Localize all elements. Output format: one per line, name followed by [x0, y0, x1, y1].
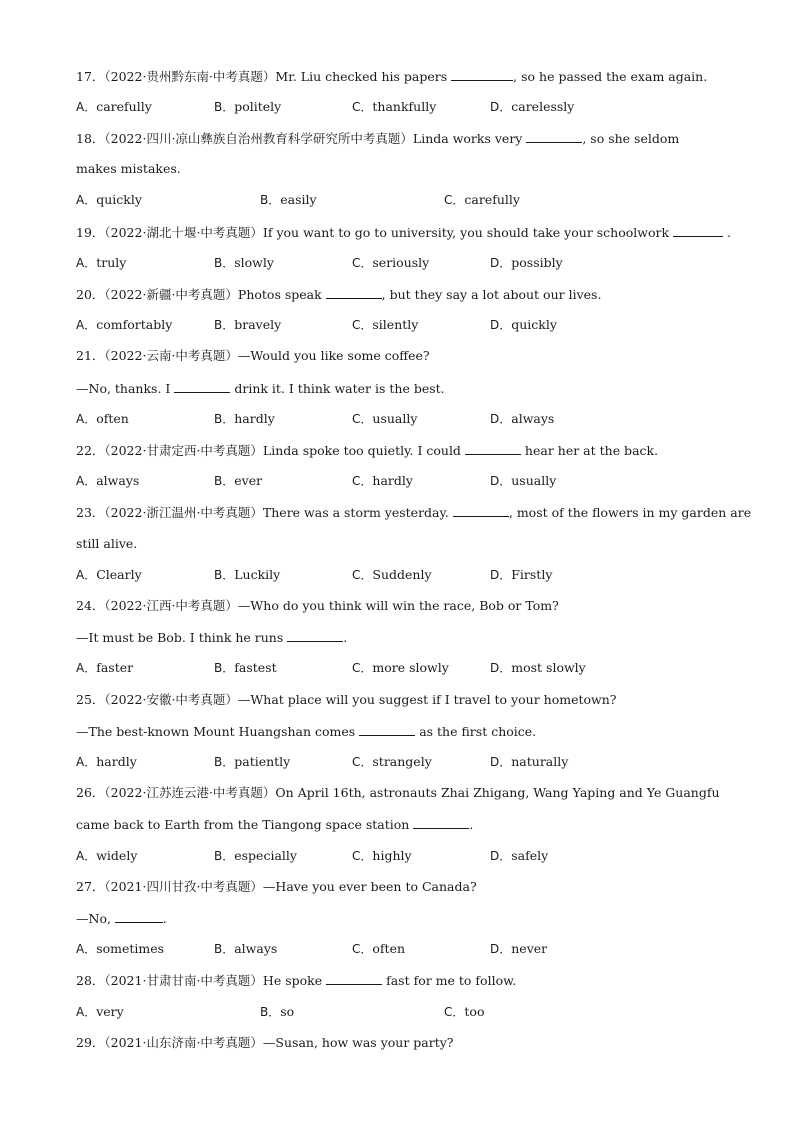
question-28: 28．（2021·甘肃甘南·中考真题）He spoke fast for me to follow. — [76, 973, 517, 988]
question-19: 19．（2022·湖北十堰·中考真题）If you want to go to university, you should take your schoolwork . — [76, 225, 732, 240]
option-c[interactable]: C．highly — [352, 848, 412, 863]
option-b[interactable]: B．ever — [214, 473, 263, 488]
option-a[interactable]: A．always — [76, 473, 140, 488]
option-c[interactable]: C．Suddenly — [352, 567, 432, 582]
option-b[interactable]: B．always — [214, 941, 278, 956]
answer-blank[interactable] — [673, 224, 723, 237]
answer-blank[interactable] — [526, 130, 582, 143]
question-25: 25．（2022·安徽·中考真题）—What place will you suggest if I travel to your hometown? — [76, 692, 617, 707]
option-a[interactable]: A．comfortably — [76, 317, 173, 332]
option-c[interactable]: C．seriously — [352, 255, 430, 270]
option-c[interactable]: C．usually — [352, 411, 418, 426]
question-24: 24．（2022·江西·中考真题）—Who do you think will win the race, Bob or Tom? — [76, 598, 559, 613]
question-22: 22．（2022·甘肃定西·中考真题）Linda spoke too quietly. I could hear her at the back. — [76, 443, 659, 458]
option-d[interactable]: D．most slowly — [490, 660, 586, 675]
option-d[interactable]: D．never — [490, 941, 548, 956]
option-b[interactable]: B．fastest — [214, 660, 277, 675]
option-b[interactable]: B．slowly — [214, 255, 274, 270]
option-b[interactable]: B．hardly — [214, 411, 275, 426]
answer-blank[interactable] — [115, 910, 163, 923]
option-d[interactable]: D．Firstly — [490, 567, 553, 582]
option-a[interactable]: A．widely — [76, 848, 138, 863]
question-18: 18．（2022·四川·凉山彝族自治州教育科学研究所中考真题）Linda works very , so she seldom — [76, 131, 680, 146]
option-a[interactable]: A．sometimes — [76, 941, 165, 956]
option-a[interactable]: A．very — [76, 1004, 124, 1019]
option-d[interactable]: D．naturally — [490, 754, 569, 769]
question-20: 20．（2022·新疆·中考真题）Photos speak , but they say a lot about our lives. — [76, 287, 602, 302]
answer-blank[interactable] — [451, 68, 513, 81]
answer-blank[interactable] — [326, 972, 382, 985]
question-26-continued: came back to Earth from the Tiangong space station . — [76, 817, 474, 832]
answer-blank[interactable] — [453, 504, 509, 517]
option-b[interactable]: B．politely — [214, 99, 282, 114]
option-d[interactable]: D．safely — [490, 848, 549, 863]
option-d[interactable]: D．carelessly — [490, 99, 575, 114]
option-b[interactable]: B．easily — [260, 192, 317, 207]
question-23-continued: still alive. — [76, 536, 138, 551]
answer-blank[interactable] — [359, 723, 415, 736]
option-a[interactable]: A．carefully — [76, 99, 152, 114]
option-a[interactable]: A．hardly — [76, 754, 137, 769]
question-26: 26．（2022·江苏连云港·中考真题）On April 16th, astronauts Zhai Zhigang, Wang Yaping and Ye Guangfu — [76, 785, 720, 800]
option-b[interactable]: B．Luckily — [214, 567, 281, 582]
answer-blank[interactable] — [465, 442, 521, 455]
option-a[interactable]: A．often — [76, 411, 129, 426]
option-d[interactable]: D．always — [490, 411, 555, 426]
answer-blank[interactable] — [326, 286, 382, 299]
option-a[interactable]: A．faster — [76, 660, 134, 675]
question-21: 21．（2022·云南·中考真题）—Would you like some coffee? — [76, 348, 430, 363]
option-b[interactable]: B．so — [260, 1004, 295, 1019]
option-b[interactable]: B．patiently — [214, 754, 291, 769]
option-c[interactable]: C．thankfully — [352, 99, 437, 114]
question-24-reply: —It must be Bob. I think he runs . — [76, 630, 348, 645]
question-29: 29．（2021·山东济南·中考真题）—Susan, how was your party? — [76, 1035, 454, 1050]
question-23: 23．（2022·浙江温州·中考真题）There was a storm yesterday. , most of the flowers in my garden are — [76, 505, 752, 520]
option-c[interactable]: C．carefully — [444, 192, 520, 207]
answer-blank[interactable] — [287, 629, 343, 642]
option-c[interactable]: C．more slowly — [352, 660, 449, 675]
option-c[interactable]: C．too — [444, 1004, 485, 1019]
option-c[interactable]: C．silently — [352, 317, 419, 332]
answer-blank[interactable] — [174, 380, 230, 393]
question-27-reply: —No, . — [76, 911, 167, 926]
option-a[interactable]: A．quickly — [76, 192, 142, 207]
answer-blank[interactable] — [413, 816, 469, 829]
option-a[interactable]: A．Clearly — [76, 567, 142, 582]
option-d[interactable]: D．possibly — [490, 255, 563, 270]
question-21-reply: —No, thanks. I drink it. I think water is the best. — [76, 381, 445, 396]
option-b[interactable]: B．especially — [214, 848, 297, 863]
option-c[interactable]: C．strangely — [352, 754, 432, 769]
option-a[interactable]: A．truly — [76, 255, 127, 270]
option-d[interactable]: D．usually — [490, 473, 557, 488]
question-27: 27．（2021·四川甘孜·中考真题）—Have you ever been to Canada? — [76, 879, 477, 894]
question-17: 17．（2022·贵州黔东南·中考真题）Mr. Liu checked his papers , so he passed the exam again. — [76, 69, 708, 84]
option-d[interactable]: D．quickly — [490, 317, 557, 332]
question-25-reply: —The best-known Mount Huangshan comes as the first choice. — [76, 724, 537, 739]
question-18-continued: makes mistakes. — [76, 161, 181, 176]
option-c[interactable]: C．often — [352, 941, 406, 956]
option-b[interactable]: B．bravely — [214, 317, 282, 332]
option-c[interactable]: C．hardly — [352, 473, 413, 488]
